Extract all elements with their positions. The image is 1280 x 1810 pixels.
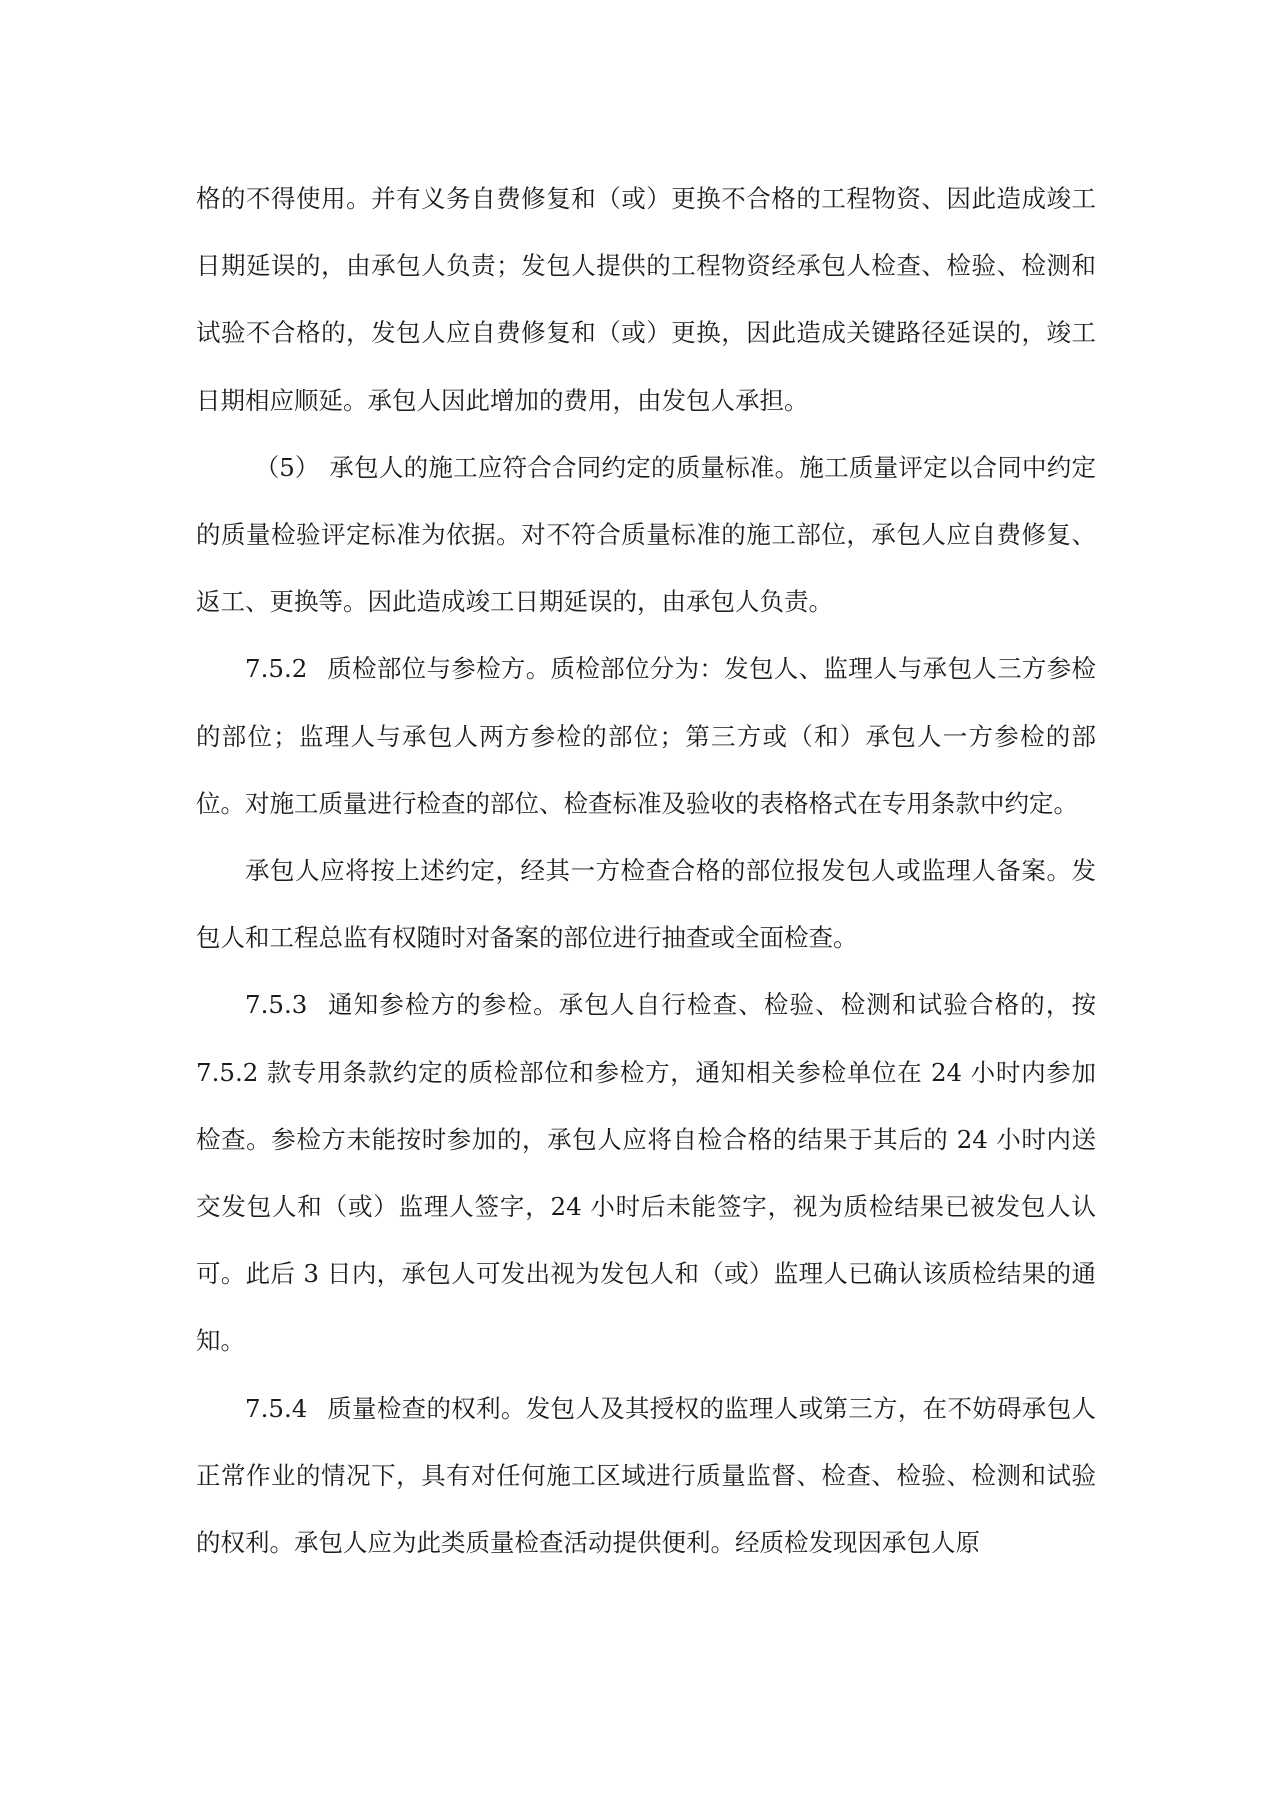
paragraph-text: 承包人的施工应符合合同约定的质量标准。施工质量评定以合同中约定的质量检验评定标准为依据。对不符合质量标准的施工部位，承包人应自费修复、返工、更换等。因此造成竣工日期延误的，由承包人负责。 xyxy=(196,452,1096,617)
document-body xyxy=(196,165,1096,1576)
paragraph-filing: 承包人应将按上述约定，经其一方检查合格的部位报发包人或监理人备案。发包人和工程总监有权随时对备案的部位进行抽查或全面检查。 xyxy=(196,856,1096,953)
paragraph-clause-7-5-4 xyxy=(196,1375,1096,1577)
paragraph-text: 通知参检方的参检。承包人自行检查、检验、检测和试验合格的，按 7.5.2 款专用条款约定的质检部位和参检方，通知相关参检单位在 24 小时内参加检查。参检方未能按时参加的，承包人应将自检合格的结果于其后的 24 小时内送交发包人和（或）监理人签字，24 小时后未能签字，视为质检结果已被发包人认可。此后 3 日内，承包人可发出视为发包人和（或）监理人已确认该质检结果的通知。 xyxy=(196,990,1096,1356)
paragraph-clause-7-5-3 xyxy=(196,971,1096,1374)
paragraph-item-5 xyxy=(196,434,1096,636)
item-number: （5） xyxy=(254,452,320,482)
paragraph-text: 质检部位与参检方。质检部位分为：发包人、监理人与承包人三方参检的部位；监理人与承包人两方参检的部位；第三方或（和）承包人一方参检的部位。对施工质量进行检查的部位、检查标准及验收的表格格式在专用条款中约定。 xyxy=(196,654,1096,818)
clause-number: 7.5.4 xyxy=(245,1393,308,1423)
paragraph-text: 质量检查的权利。发包人及其授权的监理人或第三方，在不妨碍承包人正常作业的情况下，具有对任何施工区域进行质量监督、检查、检验、检测和试验的权利。承包人应为此类质量检查活动提供便利。经质检发现因承包人原 xyxy=(196,1393,1096,1558)
paragraph-continuation: 格的不得使用。并有义务自费修复和（或）更换不合格的工程物资、因此造成竣工日期延误的，由承包人负责；发包人提供的工程物资经承包人检查、检验、检测和试验不合格的，发包人应自费修复和（或）更换，因此造成关键路径延误的，竣工日期相应顺延。承包人因此增加的费用，由发包人承担。 xyxy=(196,184,1096,415)
clause-number: 7.5.2 xyxy=(245,654,308,684)
paragraph-clause-7-5-2 xyxy=(196,635,1096,837)
clause-number: 7.5.3 xyxy=(245,990,308,1020)
